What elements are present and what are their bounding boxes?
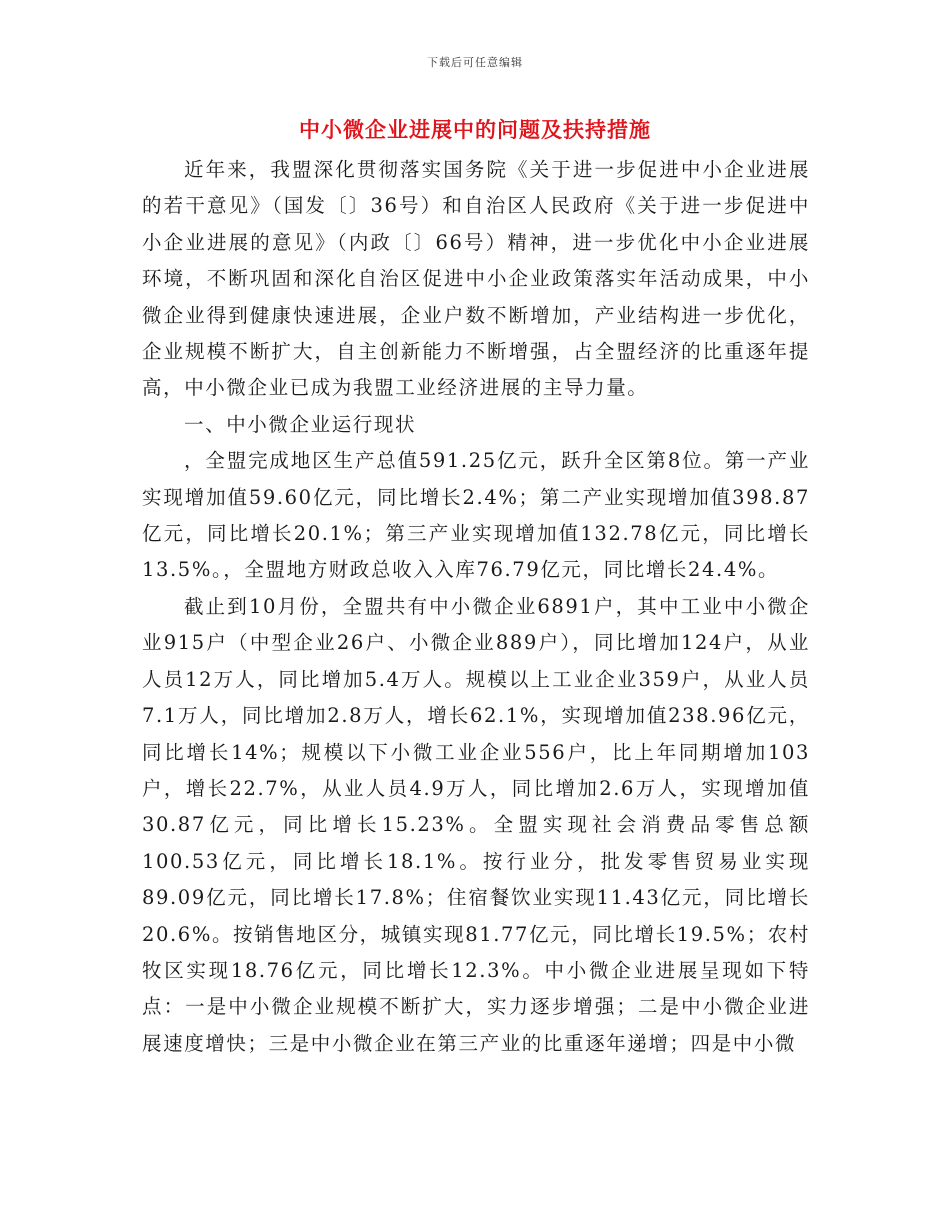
document-title: 中小微企业进展中的问题及扶持措施 <box>299 117 651 142</box>
paragraph-enterprise-stats: 截止到10月份，全盟共有中小微企业6891户，其中工业中小微企业915户（中型企业26户、小微企业889户），同比增加124户，从业人员12万人，同比增加5.4万人。规模以上工业企业359户，从业人员7.1万人，同比增加2.8万人，增长62.1%，实现增加值238.96亿元，同比增长14%；规模以下小微工业企业556户，比上年同期增加103户，增长22.7%，从业人员4.9万人，同比增加2.6万人，实现增加值30.87亿元，同比增长15.23%。全盟实现社会消费品零售总额100.53亿元，同比增长18.1%。按行业分，批发零售贸易业实现89.09亿元，同比增长17.8%；住宿餐饮业实现11.43亿元，同比增长20.6%。按销售地区分，城镇实现81.77亿元，同比增长19.5%；农村牧区实现18.76亿元，同比增长12.3%。中小微企业进展呈现如下特点：一是中小微企业规模不断扩大，实力逐步增强；二是中小微企业进展速度增快；三是中小微企业在第三产业的比重逐年递增；四是中小微 <box>142 594 810 1055</box>
paragraph-intro: 近年来，我盟深化贯彻落实国务院《关于进一步促进中小企业进展的若干意见》（国发〔〕36号）和自治区人民政府《关于进一步促进中小企业进展的意见》（内政〔〕66号）精神，进一步优化中小企业进展环境，不断巩固和深化自治区促进中小企业政策落实年活动成果，中小微企业得到健康快速进展，企业户数不断增加，产业结构进一步优化，企业规模不断扩大，自主创新能力不断增强，占全盟经济的比重逐年提高，中小微企业已成为我盟工业经济进展的主导力量。 <box>142 158 810 400</box>
document-body <box>142 152 810 1062</box>
paragraph-gdp: ，全盟完成地区生产总值591.25亿元，跃升全区第8位。第一产业实现增加值59.60亿元，同比增长2.4%；第二产业实现增加值398.87亿元，同比增长20.1%；第三产业实现增加值132.78亿元，同比增长13.5%。，全盟地方财政总收入入库76.79亿元，同比增长24.4%。 <box>142 449 810 582</box>
header-note: 下载后可任意编辑 <box>427 56 523 69</box>
section-heading: 一、中小微企业运行现状 <box>184 412 417 436</box>
